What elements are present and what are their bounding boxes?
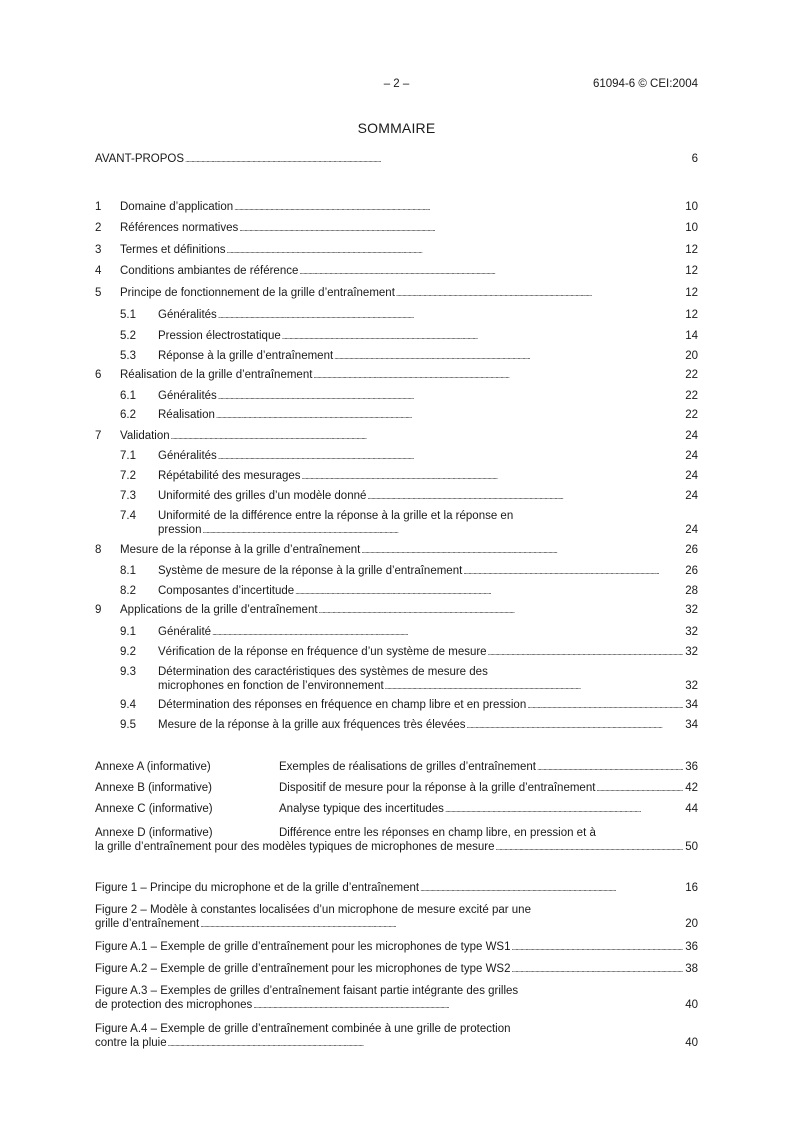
dot-leader bbox=[218, 449, 683, 464]
toc-entry-number: 6.1 bbox=[120, 390, 136, 402]
toc-page-number: 12 bbox=[685, 244, 698, 256]
toc-page-number: 32 bbox=[685, 604, 698, 616]
toc-entry-number: 9 bbox=[95, 604, 102, 616]
dot-leader bbox=[185, 152, 683, 167]
toc-page-number: 16 bbox=[685, 882, 698, 894]
toc-entry-section-5-1[interactable] bbox=[95, 308, 698, 323]
toc-entry-title: Références normatives bbox=[120, 222, 239, 234]
toc-entry-section-5-2[interactable] bbox=[95, 329, 698, 344]
toc-entry-section-1[interactable] bbox=[95, 200, 698, 215]
toc-entry-title: Pression électrostatique bbox=[158, 330, 281, 342]
dot-leader bbox=[537, 760, 683, 775]
toc-entry-title: Réponse à la grille d’entraînement bbox=[158, 350, 334, 362]
toc-entry-number: 2 bbox=[95, 222, 102, 234]
toc-entry-section-7-3[interactable] bbox=[95, 489, 698, 504]
toc-entry-figure-1-principe-du-microphone-et-de-la[interactable] bbox=[95, 881, 698, 896]
toc-entry-number: 5.2 bbox=[120, 330, 136, 342]
toc-entry-section-7[interactable] bbox=[95, 429, 698, 444]
toc-entry-title: Généralités bbox=[158, 390, 217, 402]
toc-entry-continuation: microphones en fonction de l’environnement bbox=[158, 680, 384, 692]
dot-leader bbox=[216, 408, 683, 423]
toc-entry-annexe-d-informative[interactable] bbox=[95, 826, 698, 855]
toc-entry-title: Analyse typique des incertitudes bbox=[279, 803, 444, 815]
toc-entry-section-9-3[interactable] bbox=[95, 665, 698, 694]
toc-page-number: 12 bbox=[685, 287, 698, 299]
dot-leader bbox=[282, 329, 683, 344]
toc-entry-number: 7.1 bbox=[120, 450, 136, 462]
dot-leader bbox=[527, 698, 683, 713]
dot-leader bbox=[488, 645, 683, 660]
toc-entry-annexe-b-informative[interactable] bbox=[95, 781, 698, 796]
toc-annex-label: Annexe C (informative) bbox=[95, 803, 213, 815]
toc-entry-number: 5.3 bbox=[120, 350, 136, 362]
dot-leader bbox=[200, 917, 683, 932]
toc-entry-title: Uniformité des grilles d’un modèle donné bbox=[158, 490, 367, 502]
toc-page-number: 22 bbox=[685, 409, 698, 421]
dot-leader bbox=[234, 200, 683, 215]
toc-entry-title: Système de mesure de la réponse à la grille d’entraînement bbox=[158, 565, 463, 577]
toc-entry-title: Conditions ambiantes de référence bbox=[120, 265, 299, 277]
toc-page-number: 36 bbox=[685, 761, 698, 773]
toc-entry-continuation: la grille d’entraînement pour des modèles typiques de microphones de mesure bbox=[95, 841, 495, 853]
toc-entry-number: 9.4 bbox=[120, 699, 136, 711]
toc-entry-avant-propos[interactable] bbox=[95, 152, 698, 167]
toc-page-number: 24 bbox=[685, 470, 698, 482]
toc-entry-section-4[interactable] bbox=[95, 264, 698, 279]
toc-annex-label: Annexe A (informative) bbox=[95, 761, 211, 773]
toc-entry-section-7-1[interactable] bbox=[95, 449, 698, 464]
toc-entry-continuation: de protection des microphones bbox=[95, 999, 253, 1011]
toc-page-number: 28 bbox=[685, 585, 698, 597]
dot-leader bbox=[319, 603, 683, 618]
toc-page-number: 20 bbox=[685, 350, 698, 362]
toc-entry-title: Domaine d’application bbox=[120, 201, 234, 213]
toc-entry-figure-a-1-exemple-de-grille-d-entra-nem[interactable] bbox=[95, 940, 698, 955]
toc-page-number: 32 bbox=[685, 626, 698, 638]
toc-entry-section-5-3[interactable] bbox=[95, 349, 698, 364]
toc-entry-title: Validation bbox=[120, 430, 170, 442]
toc-entry-number: 9.1 bbox=[120, 626, 136, 638]
toc-entry-number: 1 bbox=[95, 201, 102, 213]
toc-entry-title: Mesure de la réponse à la grille d’entraînement bbox=[120, 544, 361, 556]
dot-leader bbox=[212, 625, 683, 640]
page-number: – 2 – bbox=[383, 78, 410, 90]
toc-entry-section-9-2[interactable] bbox=[95, 645, 698, 660]
page-title: SOMMAIRE bbox=[357, 120, 436, 136]
toc-entry-title: Figure A.1 – Exemple de grille d’entraînement pour les microphones de type WS1 bbox=[95, 941, 511, 953]
dot-leader bbox=[596, 781, 683, 796]
toc-entry-figure-2-mod-le-constantes-localis-es-d-[interactable] bbox=[95, 903, 698, 932]
dot-leader bbox=[313, 368, 683, 383]
toc-entry-number: 6.2 bbox=[120, 409, 136, 421]
toc-entry-figure-a-3-exemples-de-grilles-d-entra-n[interactable] bbox=[95, 984, 698, 1013]
toc-entry-section-5[interactable] bbox=[95, 286, 698, 301]
dot-leader bbox=[168, 1036, 683, 1051]
dot-leader bbox=[171, 429, 683, 444]
toc-entry-title: Composantes d’incertitude bbox=[158, 585, 295, 597]
toc-entry-continuation: grille d’entraînement bbox=[95, 918, 200, 930]
toc-entry-number: 7.3 bbox=[120, 490, 136, 502]
toc-entry-annexe-c-informative[interactable] bbox=[95, 802, 698, 817]
toc-entry-number: 8 bbox=[95, 544, 102, 556]
toc-entry-title: Figure 2 – Modèle à constantes localisées d’un microphone de mesure excité par une bbox=[95, 904, 531, 916]
toc-entry-title: Figure A.2 – Exemple de grille d’entraînement pour les microphones de type WS2 bbox=[95, 963, 511, 975]
dot-leader bbox=[239, 221, 683, 236]
toc-page-number: 36 bbox=[685, 941, 698, 953]
toc-entry-number: 4 bbox=[95, 265, 102, 277]
toc-page-number: 22 bbox=[685, 369, 698, 381]
toc-entry-section-2[interactable] bbox=[95, 221, 698, 236]
dot-leader bbox=[253, 998, 683, 1013]
toc-page-number: 40 bbox=[685, 1037, 698, 1049]
toc-annex-label: Annexe D (informative) bbox=[95, 827, 213, 839]
toc-entry-number: 5 bbox=[95, 287, 102, 299]
toc-entry-figure-a-4-exemple-de-grille-d-entra-nem[interactable] bbox=[95, 1022, 698, 1051]
dot-leader bbox=[466, 718, 683, 733]
toc-page-number: 24 bbox=[685, 430, 698, 442]
dot-leader bbox=[295, 584, 683, 599]
toc-entry-title: Figure 1 – Principe du microphone et de la grille d’entraînement bbox=[95, 882, 420, 894]
dot-leader bbox=[512, 940, 684, 955]
toc-page-number: 40 bbox=[685, 999, 698, 1011]
toc-page-number: 22 bbox=[685, 390, 698, 402]
dot-leader bbox=[463, 564, 683, 579]
toc-page-number: 12 bbox=[685, 309, 698, 321]
toc-entry-title: Termes et définitions bbox=[120, 244, 226, 256]
toc-entry-section-6-2[interactable] bbox=[95, 408, 698, 423]
toc-page-number: 32 bbox=[685, 646, 698, 658]
toc-entry-continuation: pression bbox=[158, 524, 202, 536]
toc-entry-number: 3 bbox=[95, 244, 102, 256]
document-reference: 61094-6 © CEI:2004 bbox=[592, 78, 698, 90]
toc-entry-title: Principe de fonctionnement de la grille d’entraînement bbox=[120, 287, 395, 299]
dot-leader bbox=[202, 523, 683, 538]
toc-annex-label: Annexe B (informative) bbox=[95, 782, 212, 794]
dot-leader bbox=[445, 802, 683, 817]
toc-entry-title: Figure A.4 – Exemple de grille d’entraînement combinée à une grille de protection bbox=[95, 1023, 511, 1035]
toc-entry-title: Différence entre les réponses en champ libre, en pression et à bbox=[279, 827, 596, 839]
toc-page-number: 6 bbox=[691, 153, 698, 165]
dot-leader bbox=[361, 543, 683, 558]
dot-leader bbox=[396, 286, 683, 301]
dot-leader bbox=[420, 881, 683, 896]
toc-page-number: 26 bbox=[685, 565, 698, 577]
toc-entry-number: 9.2 bbox=[120, 646, 136, 658]
toc-page-number: 10 bbox=[685, 201, 698, 213]
toc-page-number: 42 bbox=[685, 782, 698, 794]
toc-entry-title: Détermination des réponses en fréquence en champ libre et en pression bbox=[158, 699, 527, 711]
toc-entry-title: Généralités bbox=[158, 309, 217, 321]
toc-entry-section-6-1[interactable] bbox=[95, 389, 698, 404]
toc-entry-title: Répétabilité des mesurages bbox=[158, 470, 301, 482]
dot-leader bbox=[302, 469, 683, 484]
dot-leader bbox=[334, 349, 683, 364]
toc-entry-title: Vérification de la réponse en fréquence d’un système de mesure bbox=[158, 646, 487, 658]
toc-entry-continuation: contre la pluie bbox=[95, 1037, 167, 1049]
dot-leader bbox=[226, 243, 683, 258]
toc-entry-section-8[interactable] bbox=[95, 543, 698, 558]
dot-leader bbox=[512, 962, 684, 977]
toc-entry-section-9-5[interactable] bbox=[95, 718, 698, 733]
toc-entry-title: Exemples de réalisations de grilles d’entraînement bbox=[279, 761, 536, 773]
toc-entry-number: 5.1 bbox=[120, 309, 136, 321]
toc-page-number: 50 bbox=[685, 841, 698, 853]
toc-page-number: 20 bbox=[685, 918, 698, 930]
toc-entry-section-6[interactable] bbox=[95, 368, 698, 383]
toc-page-number: 34 bbox=[685, 699, 698, 711]
toc-page-number: 38 bbox=[685, 963, 698, 975]
toc-entry-title: Réalisation de la grille d’entraînement bbox=[120, 369, 313, 381]
toc-page-number: 24 bbox=[685, 490, 698, 502]
dot-leader bbox=[496, 840, 683, 855]
toc-entry-title: Réalisation bbox=[158, 409, 215, 421]
toc-entry-section-7-2[interactable] bbox=[95, 469, 698, 484]
toc-entry-number: 7.2 bbox=[120, 470, 136, 482]
toc-entry-section-8-1[interactable] bbox=[95, 564, 698, 579]
dot-leader bbox=[218, 389, 683, 404]
toc-entry-title: Dispositif de mesure pour la réponse à la grille d’entraînement bbox=[279, 782, 596, 794]
toc-entry-title: Détermination des caractéristiques des systèmes de mesure des bbox=[158, 666, 488, 678]
toc-entry-number: 9.5 bbox=[120, 719, 136, 731]
toc-entry-section-3[interactable] bbox=[95, 243, 698, 258]
toc-page-number: 14 bbox=[685, 330, 698, 342]
toc-page-number: 34 bbox=[685, 719, 698, 731]
toc-entry-number: 8.2 bbox=[120, 585, 136, 597]
toc-entry-number: 9.3 bbox=[120, 666, 136, 678]
toc-entry-number: 7.4 bbox=[120, 510, 136, 522]
toc-page-number: 24 bbox=[685, 524, 698, 536]
toc-entry-section-9[interactable] bbox=[95, 603, 698, 618]
toc-entry-number: 8.1 bbox=[120, 565, 136, 577]
toc-entry-section-7-4[interactable] bbox=[95, 509, 698, 538]
toc-page-number: 26 bbox=[685, 544, 698, 556]
toc-entry-title: Généralités bbox=[158, 450, 217, 462]
toc-entry-number: 7 bbox=[95, 430, 102, 442]
toc-entry-title: AVANT-PROPOS bbox=[95, 153, 185, 165]
toc-page-number: 10 bbox=[685, 222, 698, 234]
toc-entry-title: Généralité bbox=[158, 626, 212, 638]
toc-page-number: 12 bbox=[685, 265, 698, 277]
toc-entry-title: Figure A.3 – Exemples de grilles d’entraînement faisant partie intégrante des grilles bbox=[95, 985, 519, 997]
toc-entry-section-9-1[interactable] bbox=[95, 625, 698, 640]
toc-entry-section-8-2[interactable] bbox=[95, 584, 698, 599]
toc-entry-title: Mesure de la réponse à la grille aux fréquences très élevées bbox=[158, 719, 466, 731]
toc-page-number: 24 bbox=[685, 450, 698, 462]
toc-entry-annexe-a-informative[interactable] bbox=[95, 760, 698, 775]
toc-entry-number: 6 bbox=[95, 369, 102, 381]
dot-leader bbox=[299, 264, 683, 279]
toc-entry-title: Applications de la grille d’entraînement bbox=[120, 604, 318, 616]
toc-page-number: 32 bbox=[685, 680, 698, 692]
dot-leader bbox=[385, 679, 683, 694]
toc-page-number: 44 bbox=[685, 803, 698, 815]
dot-leader bbox=[218, 308, 683, 323]
dot-leader bbox=[367, 489, 683, 504]
toc-entry-section-9-4[interactable] bbox=[95, 698, 698, 713]
toc-entry-title: Uniformité de la différence entre la réponse à la grille et la réponse en bbox=[158, 510, 514, 522]
toc-entry-figure-a-2-exemple-de-grille-d-entra-nem[interactable] bbox=[95, 962, 698, 977]
